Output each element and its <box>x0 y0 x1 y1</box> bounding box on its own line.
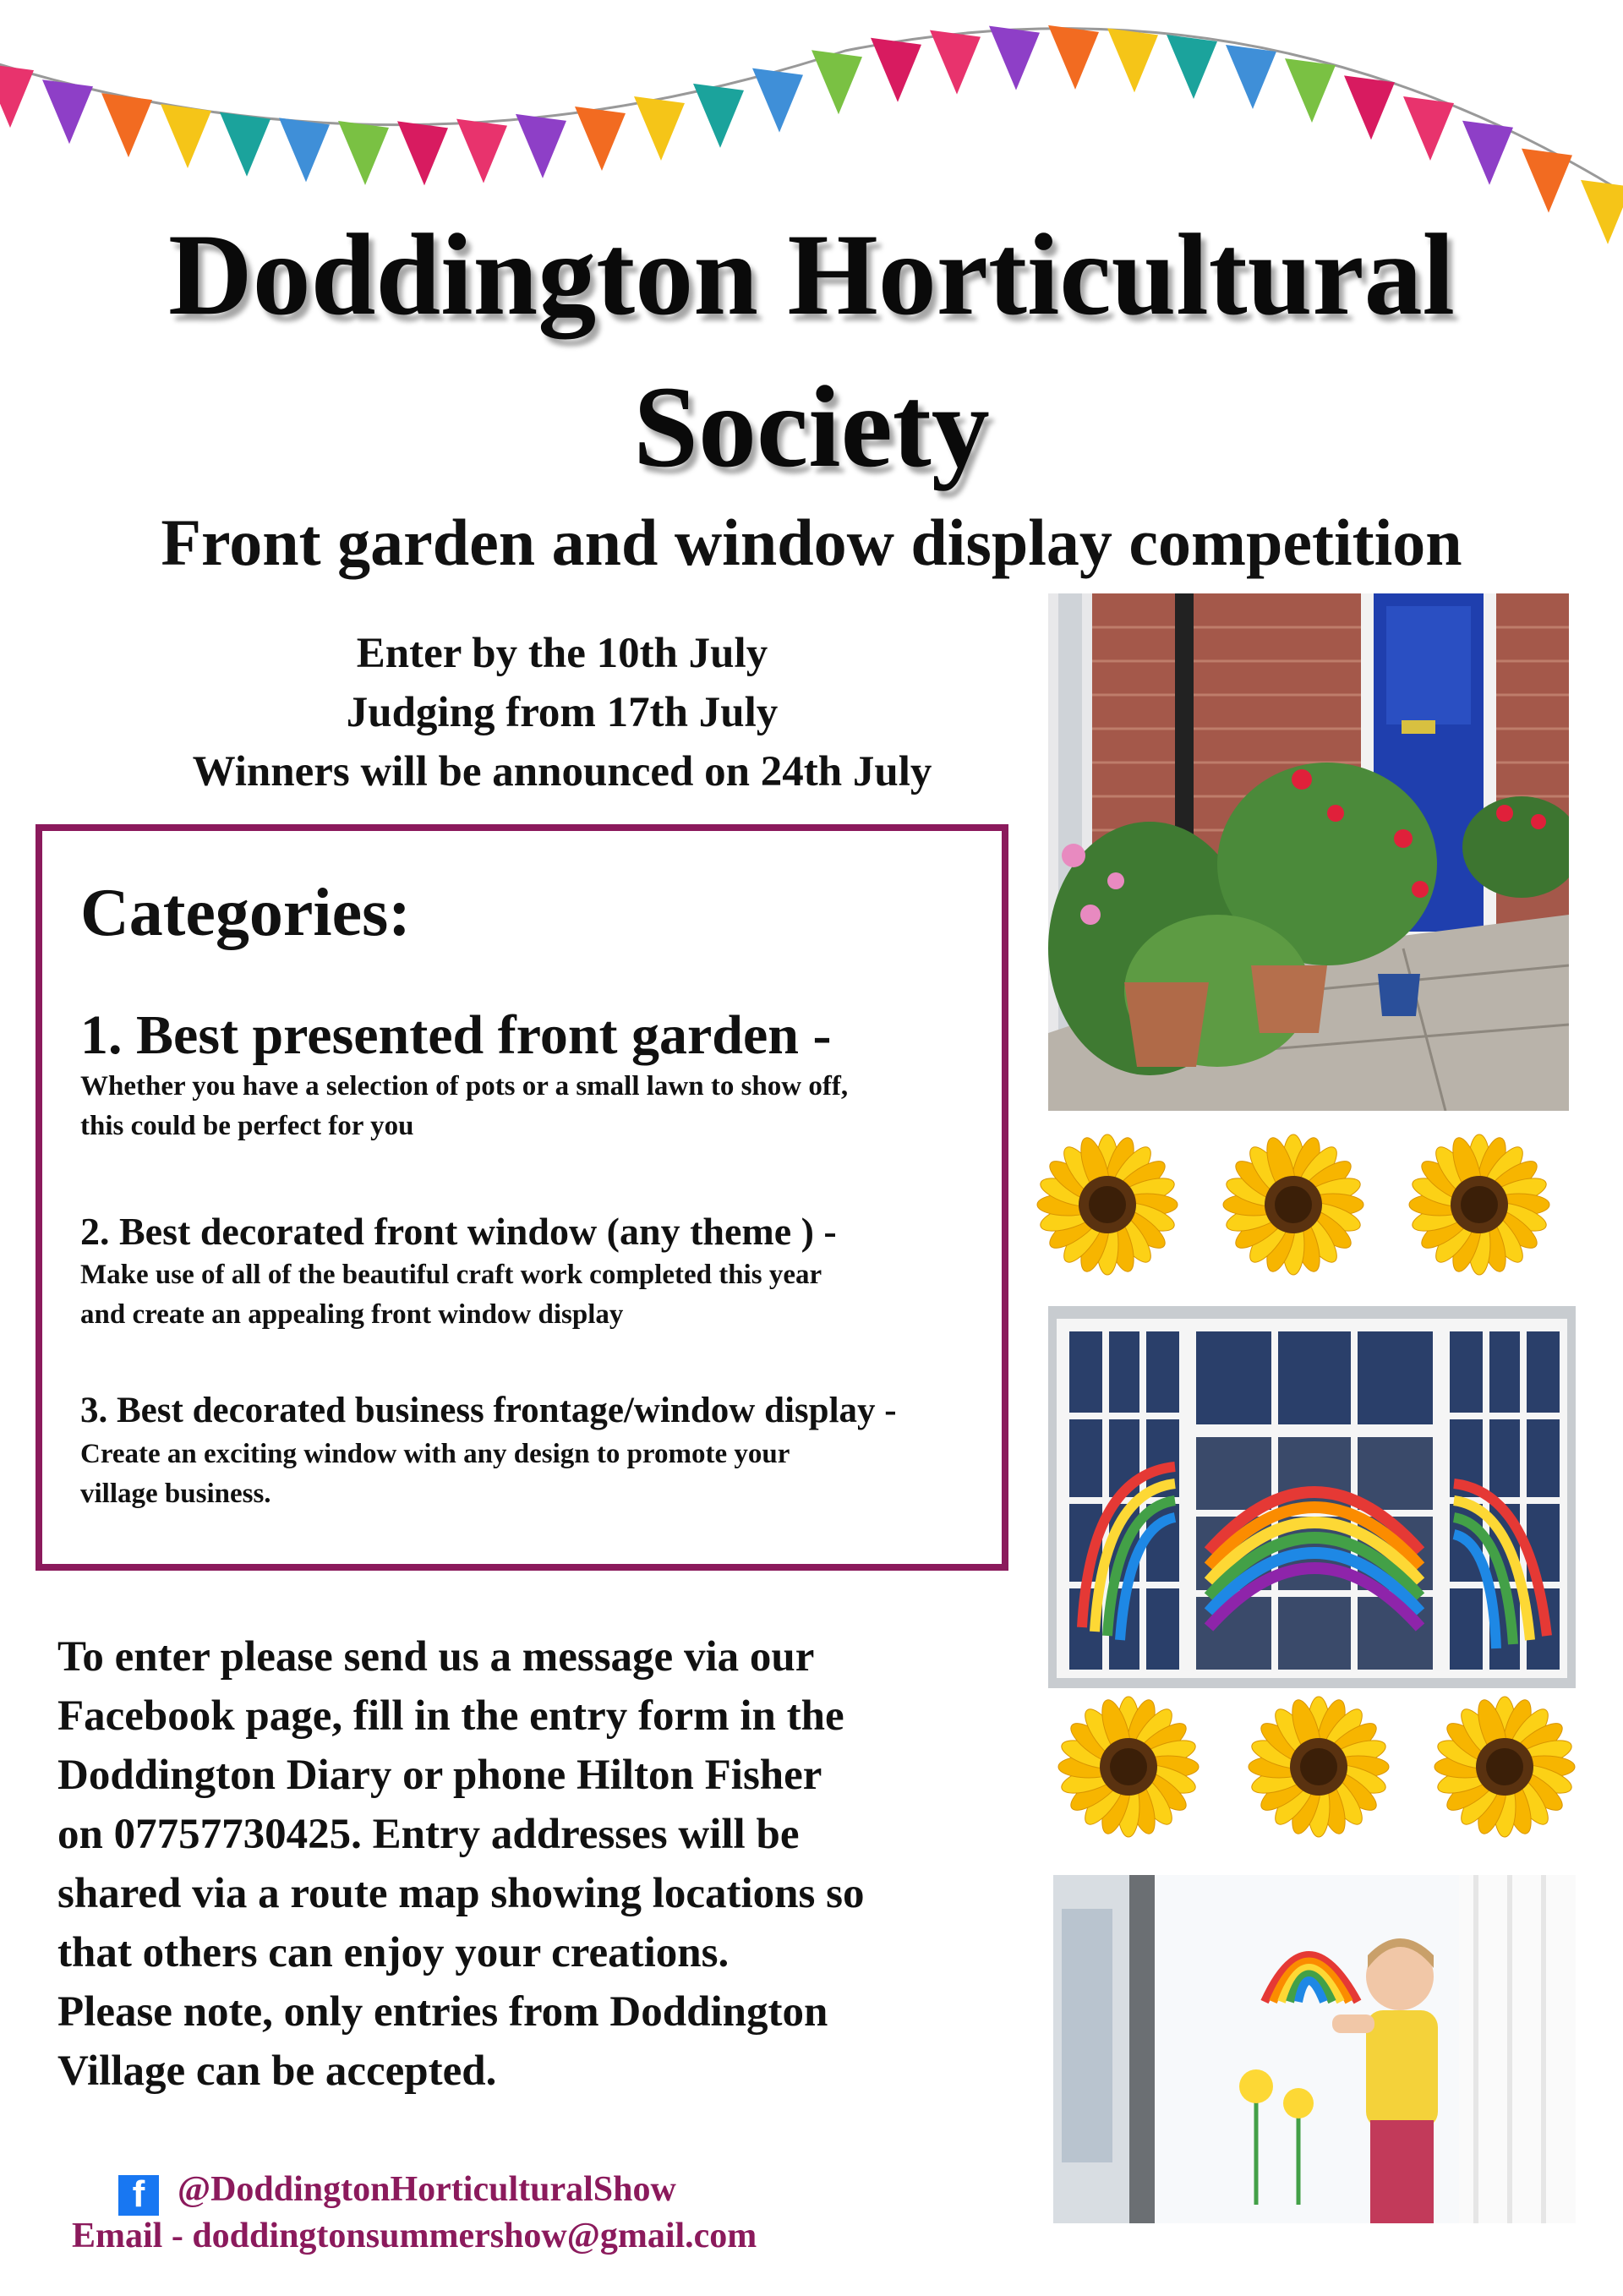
sunflower-icon <box>1036 1133 1179 1276</box>
entry-line: To enter please send us a message via our <box>57 1633 815 1681</box>
bunting-flag <box>456 119 507 183</box>
bunting-flag <box>161 104 211 168</box>
poster-title-line1: Doddington Horticultural <box>168 210 1455 339</box>
bunting-flag <box>516 114 566 178</box>
bunting-flag <box>693 84 744 148</box>
facebook-icon: f <box>118 2175 159 2216</box>
bunting-flag <box>1107 28 1158 92</box>
category-2-desc-line1: Make use of all of the beautiful craft work completed this year <box>80 1260 822 1290</box>
bunting-flag <box>752 68 803 133</box>
category-2-desc-line2: and create an appealing front window display <box>80 1299 624 1330</box>
entry-line: Facebook page, fill in the entry form in the <box>57 1692 844 1740</box>
child-painting-photo <box>1053 1875 1576 2223</box>
entry-line: that others can enjoy your creations. <box>57 1929 730 1976</box>
bunting-flag <box>1167 35 1217 99</box>
entry-instructions <box>57 1627 1013 2101</box>
bunting-flag <box>1285 58 1336 123</box>
sunflower-center-inner <box>1110 1748 1147 1785</box>
category-1-title: 1. Best presented front garden - <box>80 1004 832 1066</box>
sunflower-icon <box>1247 1695 1391 1839</box>
bunting-flag <box>220 112 270 177</box>
bunting-flag <box>812 50 862 114</box>
bunting-flag <box>1403 96 1454 161</box>
facebook-contact[interactable] <box>118 2164 676 2215</box>
bunting-flag <box>930 30 981 95</box>
bunting-flag <box>397 121 448 185</box>
category-1-desc-line1: Whether you have a selection of pots or a small lawn to show off, <box>80 1071 849 1102</box>
sunflower-center-inner <box>1275 1186 1312 1223</box>
bunting-flag <box>1226 45 1276 109</box>
entry-line: Village can be accepted. <box>57 2047 497 2095</box>
bunting-flag <box>279 118 330 182</box>
entry-line: on 07757730425. Entry addresses will be <box>57 1811 800 1858</box>
entry-line: Doddington Diary or phone Hilton Fisher <box>57 1752 822 1799</box>
sunflower-center-inner <box>1461 1186 1498 1223</box>
entry-line: shared via a route map showing locations so <box>57 1870 865 1917</box>
front-garden-photo <box>1048 593 1569 1111</box>
poster-subtitle: Front garden and window display competition <box>161 506 1462 579</box>
bunting-flag <box>0 63 34 128</box>
category-3-desc-line1: Create an exciting window with any design to promote your <box>80 1439 790 1469</box>
sunflower-center-inner <box>1300 1748 1337 1785</box>
category-2-title: 2. Best decorated front window (any theme ) - <box>80 1210 837 1253</box>
bunting-flag <box>1344 75 1395 139</box>
bunting-flag <box>42 79 93 144</box>
bunting-flag <box>1048 25 1099 90</box>
category-3-title: 3. Best decorated business frontage/window display - <box>80 1391 897 1430</box>
rainbow-window-photo <box>1048 1306 1576 1688</box>
bunting-flag <box>871 38 921 102</box>
entry-line: Please note, only entries from Doddington <box>57 1988 828 2036</box>
bunting-flag <box>634 96 685 161</box>
date-enter-by: Enter by the 10th July <box>356 630 768 677</box>
email-contact[interactable]: Email - doddingtonsummershow@gmail.com <box>72 2217 757 2255</box>
sunflower-center-inner <box>1089 1186 1126 1223</box>
categories-heading: Categories: <box>80 876 411 950</box>
date-winners: Winners will be announced on 24th July <box>192 748 932 795</box>
bunting-flag <box>1462 121 1513 185</box>
sunflower-icon <box>1433 1695 1577 1839</box>
sunflower-center-inner <box>1486 1748 1523 1785</box>
date-judging: Judging from 17th July <box>346 689 779 736</box>
category-3-desc-line2: village business. <box>80 1479 271 1509</box>
bunting-flag <box>101 93 152 157</box>
bunting-flag <box>338 121 389 185</box>
poster-title-line2: Society <box>633 362 990 491</box>
facebook-handle[interactable]: @DoddingtonHorticulturalShow <box>178 2170 676 2209</box>
sunflower-icon <box>1057 1695 1200 1839</box>
sunflower-icon <box>1221 1133 1365 1276</box>
sunflower-icon <box>1407 1133 1551 1276</box>
bunting-flag <box>575 107 626 171</box>
category-1-desc-line2: this could be perfect for you <box>80 1111 414 1141</box>
bunting-flag <box>989 26 1040 90</box>
